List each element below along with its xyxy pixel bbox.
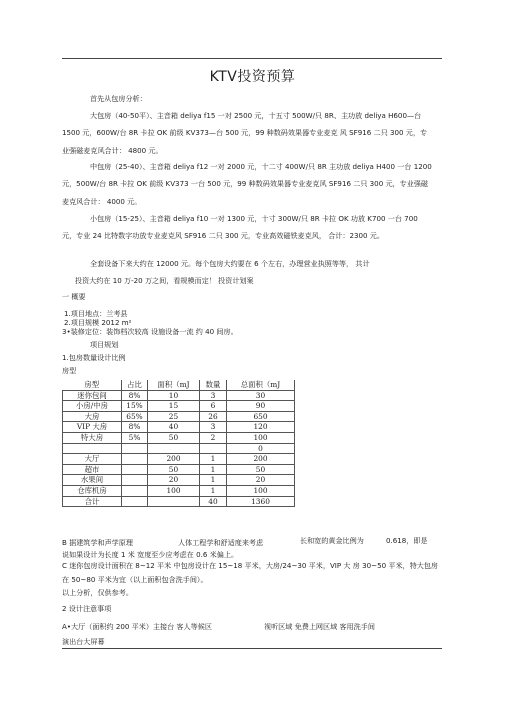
cell-room-type: 大房 bbox=[63, 411, 122, 422]
cell-area: 20 bbox=[148, 475, 200, 486]
cell-share bbox=[122, 496, 148, 507]
cell-quantity: 6 bbox=[200, 401, 227, 412]
large-room-paragraph: 大包房（40-50平）、主音箱 deliya f15 一对 2500 元，十五寸 500W/只 8R、主功放 deliya H600—台 1500 元，600W/台 8R 卡拉 OK 前级 KV373—台 500 元，99 种数码效果器专业麦克 风 SF916 二只 300 元，专业强磁麦克风合计： 4800 元。 bbox=[62, 111, 428, 155]
hall-description-1: A•大厅（面积约 200 平米）主接台 客人等候区 bbox=[62, 622, 212, 631]
room-table bbox=[62, 380, 295, 507]
cell-room-type: 仓库机房 bbox=[63, 485, 122, 496]
cell-total-area: 0 bbox=[227, 443, 295, 454]
cell-quantity: 1 bbox=[200, 464, 227, 475]
medium-room-paragraph: 中包房（25-40）、主音箱 deliya f12 一对 2000 元，十二寸 400W/只 8R 主功放 deliya H400 一台 1200 元，500W/台 8R 卡拉 OK 前级 KV373 一台 500 元，99 种数码效果器专业麦克风 SF916 二只 300 元，专业强磁麦克风合计： 4000 元。 bbox=[62, 162, 432, 206]
cell-total-area: 100 bbox=[227, 432, 295, 443]
note-b-part4: 0.618，即是 bbox=[386, 536, 428, 545]
cell-area: 25 bbox=[148, 411, 200, 422]
cell-share: 8% bbox=[122, 422, 148, 433]
item-scale: 2.项目规模 2012 m² bbox=[64, 318, 132, 327]
cell-total-area: 120 bbox=[227, 422, 295, 433]
table-header-row bbox=[63, 380, 295, 390]
intro-text: 首先从包房分析： bbox=[90, 94, 147, 103]
cell-share bbox=[122, 485, 148, 496]
cell-room-type: 水果间 bbox=[63, 475, 122, 486]
cell-quantity: 26 bbox=[200, 411, 227, 422]
table-row bbox=[63, 411, 295, 422]
table-row bbox=[63, 432, 295, 443]
cell-room-type: 超市 bbox=[63, 464, 122, 475]
cell-share: 8% bbox=[122, 390, 148, 401]
cell-room-type: 大厅 bbox=[63, 454, 122, 465]
cell-area: 15 bbox=[148, 401, 200, 412]
note-b-part3: 长和宽的黄金比例为 bbox=[300, 536, 364, 545]
header-share: 占比 bbox=[122, 380, 148, 390]
cell-quantity: 1 bbox=[200, 475, 227, 486]
cell-quantity: 2 bbox=[200, 432, 227, 443]
item-location: 1.项目地点：兰考县 bbox=[64, 309, 128, 318]
cell-room-type bbox=[63, 443, 122, 454]
cell-share: 65% bbox=[122, 411, 148, 422]
cell-share bbox=[122, 443, 148, 454]
table-row bbox=[63, 464, 295, 475]
table-row bbox=[63, 454, 295, 465]
header-area: 面积（mJ bbox=[148, 380, 200, 390]
note-b-part2: 人体工程学和舒适度来考虑 bbox=[178, 538, 264, 547]
page-title: KTV投资预算 bbox=[209, 69, 296, 85]
cell-total-area: 90 bbox=[227, 401, 295, 412]
design-notes-heading: 2 设计注意事项 bbox=[62, 604, 112, 613]
note-b-part1: B 据建筑学和声学原理 bbox=[62, 538, 133, 547]
table-row bbox=[63, 485, 295, 496]
cell-share bbox=[122, 464, 148, 475]
cell-quantity: 3 bbox=[200, 390, 227, 401]
cell-quantity: 3 bbox=[200, 422, 227, 433]
item-decoration: 3•装修定位：装饰档次较高 设施设备一流 约 40 间房。 bbox=[62, 327, 238, 336]
hall-description-3: 演出台大屏幕 bbox=[62, 637, 105, 646]
cell-total-area: 100 bbox=[227, 485, 295, 496]
cell-total-area: 650 bbox=[227, 411, 295, 422]
table-row bbox=[63, 496, 295, 507]
cell-share bbox=[122, 475, 148, 486]
small-room-paragraph: 小包房（15-25）、主音箱 deliya f10 一对 1300 元，十寸 300W/只 8R 卡拉 OK 功放 K700 一台 700 元，专业 24 比特数字功放专业麦克风 SF916 二只 300 元，专业高效磁铁麦克风， 合计：2300 元。 bbox=[62, 214, 418, 241]
cell-total-area: 50 bbox=[227, 464, 295, 475]
room-design-heading: 1.包房数量设计比例 bbox=[62, 353, 126, 362]
cell-quantity: 1 bbox=[200, 485, 227, 496]
investment-text: 投资大约在 10 万-20 万之间，看规模而定！ 投资计划案 bbox=[75, 276, 254, 285]
table-row bbox=[63, 422, 295, 433]
cell-area: 50 bbox=[148, 432, 200, 443]
cell-quantity bbox=[200, 443, 227, 454]
cell-total-area: 30 bbox=[227, 390, 295, 401]
cell-area: 10 bbox=[148, 390, 200, 401]
cell-share: 5% bbox=[122, 432, 148, 443]
cell-quantity: 40 bbox=[200, 496, 227, 507]
cell-room-type: 小房/中房 bbox=[63, 401, 122, 412]
cell-area bbox=[148, 496, 200, 507]
cell-share: 15% bbox=[122, 401, 148, 412]
cell-share bbox=[122, 454, 148, 465]
bottom-rule bbox=[62, 648, 442, 649]
cell-area: 200 bbox=[148, 454, 200, 465]
cell-area: 40 bbox=[148, 422, 200, 433]
cell-total-area: 20 bbox=[227, 475, 295, 486]
note-reference: 以上分析，仅供参考。 bbox=[62, 588, 133, 597]
cell-quantity: 1 bbox=[200, 454, 227, 465]
cell-room-type: 合计 bbox=[63, 496, 122, 507]
cell-total-area: 200 bbox=[227, 454, 295, 465]
table-row bbox=[63, 390, 295, 401]
cell-room-type: 迷你包间 bbox=[63, 390, 122, 401]
cell-room-type: 特大房 bbox=[63, 432, 122, 443]
project-plan-heading: 项目规划 bbox=[90, 340, 119, 349]
top-rule bbox=[62, 58, 442, 59]
cell-area bbox=[148, 443, 200, 454]
cell-area: 50 bbox=[148, 464, 200, 475]
cell-room-type: VIP 大房 bbox=[63, 422, 122, 433]
section-overview: 一 概要 bbox=[62, 292, 86, 301]
header-quantity: 数量 bbox=[200, 380, 227, 390]
table-row bbox=[63, 443, 295, 454]
room-type-label: 房型 bbox=[62, 366, 77, 375]
table-row bbox=[63, 401, 295, 412]
cell-area: 100 bbox=[148, 485, 200, 496]
table-row bbox=[63, 475, 295, 486]
cell-total-area: 1360 bbox=[227, 496, 295, 507]
total-equipment-text: 全套设备下来大约在 12000 元。每个包房大约要在 6 个左右，办理营业执照等等， 共计 bbox=[90, 259, 370, 268]
note-b-line2: 说如果设计为长度 1 米 宽度至少应考虑在 0.6 米偏上。 bbox=[62, 550, 239, 559]
header-room-type: 房型 bbox=[63, 380, 122, 390]
header-total-area: 总面积（mJ bbox=[227, 380, 295, 390]
hall-description-2: 视听区域 免费上网区域 客用洗手间 bbox=[264, 622, 375, 631]
note-c-paragraph: C 迷你包房设计面积在 8~12 平米 中包房设计在 15~18 平米，大房/24~30 平米，VIP 大 房 30~50 平米，特大包房在 50~80 平米为宜（以上面积包含洗手间）。 bbox=[62, 561, 439, 584]
